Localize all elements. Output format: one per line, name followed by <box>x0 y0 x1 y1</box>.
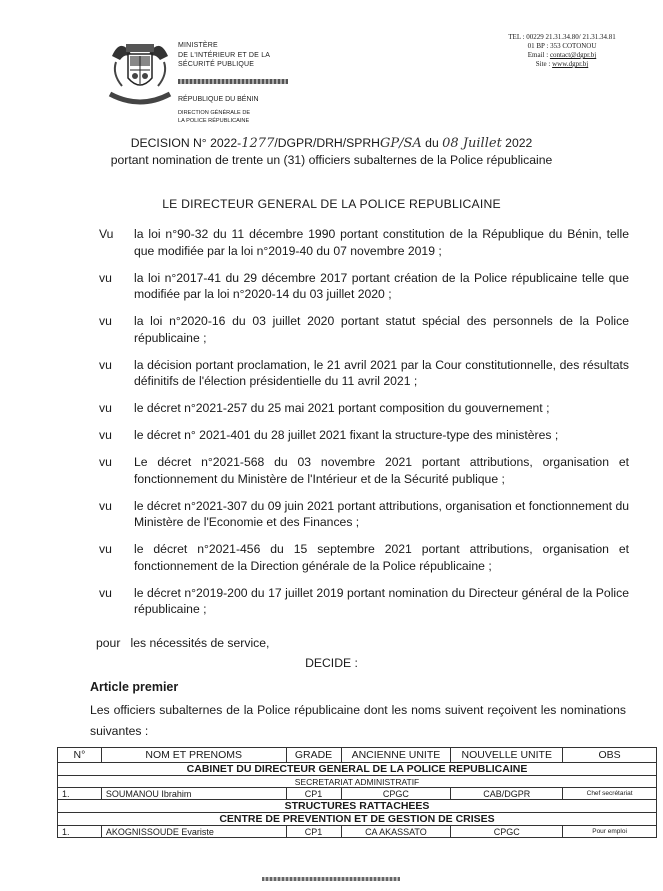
decision-title <box>0 135 663 168</box>
contact-site: Site : www.dgpr.bj <box>535 60 589 68</box>
republic-name: RÉPUBLIQUE DU BÉNIN <box>178 96 259 103</box>
decide-heading: DECIDE : <box>305 656 358 670</box>
table-header-row <box>58 748 657 763</box>
handwritten-ref: GP/SA <box>379 136 422 151</box>
purpose-line: pour les nécessités de service, <box>96 636 270 650</box>
col-header-obs: OBS <box>563 748 657 763</box>
col-header-name: NOM ET PRENOMS <box>101 748 286 763</box>
consideration-item: vu le décret n°2019-200 du 17 juillet 2019 portant nomination du Directeur général de la Police républicaine ; <box>99 585 629 616</box>
article-title: Article premier <box>90 680 179 694</box>
table-section-row: STRUCTURES RATTACHEES <box>58 800 657 813</box>
contact-tel: TEL : 00229 21.31.34.80/ 21.31.34.81 <box>508 33 616 41</box>
handwritten-date: 08 Juillet <box>442 136 502 151</box>
col-header-new-unit: NOUVELLE UNITE <box>451 748 563 763</box>
table-section-row: CABINET DU DIRECTEUR GENERAL DE LA POLICE REPUBLICAINE <box>58 763 657 776</box>
authority-heading: LE DIRECTEUR GENERAL DE LA POLICE REPUBLICAINE <box>162 197 501 211</box>
email-link[interactable]: contact@dgpr.bj <box>549 51 597 59</box>
col-header-grade: GRADE <box>286 748 341 763</box>
contact-email: Email : contact@dgpr.bj <box>527 51 597 59</box>
direction-name: DIRECTION GÉNÉRALE DE LA POLICE RÉPUBLICAINE <box>178 110 251 124</box>
consideration-item: vu le décret n°2021-456 du 15 septembre 2021 portant attributions, organisation et fonctionnement de la Direction générale de la Police républicaine ; <box>99 542 629 573</box>
consideration-item: vu la loi n°2017-41 du 29 décembre 2017 portant création de la Police républicaine telle que modifiée par la loi n°2020-14 du 03 juillet 2020 ; <box>99 270 629 301</box>
table-row: 1. SOUMANOU Ibrahim CP1 CPGC CAB/DGPR Chef secrétariat <box>58 788 657 800</box>
site-link[interactable]: www.dgpr.bj <box>552 60 589 68</box>
table-subsection-row: SECRETARIAT ADMINISTRATIF <box>58 776 657 788</box>
consideration-item: vu la loi n°2020-16 du 03 juillet 2020 portant statut spécial des personnels de la Police républicaine ; <box>99 314 629 345</box>
decision-subtitle: portant nomination de trente un (31) officiers subalternes de la Police républicaine <box>110 153 553 167</box>
decision-number-line: DECISION N° 2022-1277/DGPR/DRH/SPRHGP/SA du 08 Juillet 2022 <box>130 136 533 151</box>
contact-bp: 01 BP : 353 COTONOU <box>527 42 597 50</box>
consideration-item: vu le décret n° 2021-401 du 28 juillet 2021 fixant la structure-type des ministères ; <box>99 428 559 442</box>
consideration-item: vu Le décret n°2021-568 du 03 novembre 2021 portant attributions, organisation et fonctionnement du Ministère de l'Intérieur et de la Sécurité publique ; <box>99 455 629 486</box>
flag-stripe <box>178 79 288 84</box>
consideration-item: Vu la loi n°90-32 du 11 décembre 1990 portant constitution de la République du Bénin, telle que modifiée par la loi n°2019-40 du 07 novembre 2019 ; <box>99 227 629 258</box>
considerations-list <box>99 226 629 628</box>
nominations-table <box>57 747 657 838</box>
handwritten-number: 1277 <box>241 136 275 151</box>
ministry-name: MINISTÈRE DE L'INTÉRIEUR ET DE LA SÉCURITÉ PUBLIQUE <box>178 42 271 68</box>
consideration-item: vu le décret n°2021-307 du 09 juin 2021 portant attributions, organisation et fonctionnement du Ministère de l'Economie et des Finances ; <box>99 498 629 529</box>
article-body: Les officiers subalternes de la Police républicaine dont les noms suivent reçoivent les nominations suivantes : <box>90 703 626 738</box>
coat-of-arms-emblem <box>106 34 174 114</box>
table-row: 1. AKOGNISSOUDE Evariste CP1 CA AKASSATO CPGC Pour emploi <box>58 826 657 838</box>
footer-flag-stripe <box>262 877 400 881</box>
col-header-number: N° <box>58 748 102 763</box>
col-header-old-unit: ANCIENNE UNITE <box>341 748 451 763</box>
consideration-item: vu le décret n°2021-257 du 25 mai 2021 portant composition du gouvernement ; <box>99 401 550 415</box>
consideration-item: vu la décision portant proclamation, le 21 avril 2021 par la Cour constitutionnelle, des résultats définitifs de l'élection présidentielle du 11 avril 2021 ; <box>99 357 629 388</box>
table-section-row: CENTRE DE PREVENTION ET DE GESTION DE CRISES <box>58 813 657 826</box>
letterhead-contact <box>487 33 637 69</box>
